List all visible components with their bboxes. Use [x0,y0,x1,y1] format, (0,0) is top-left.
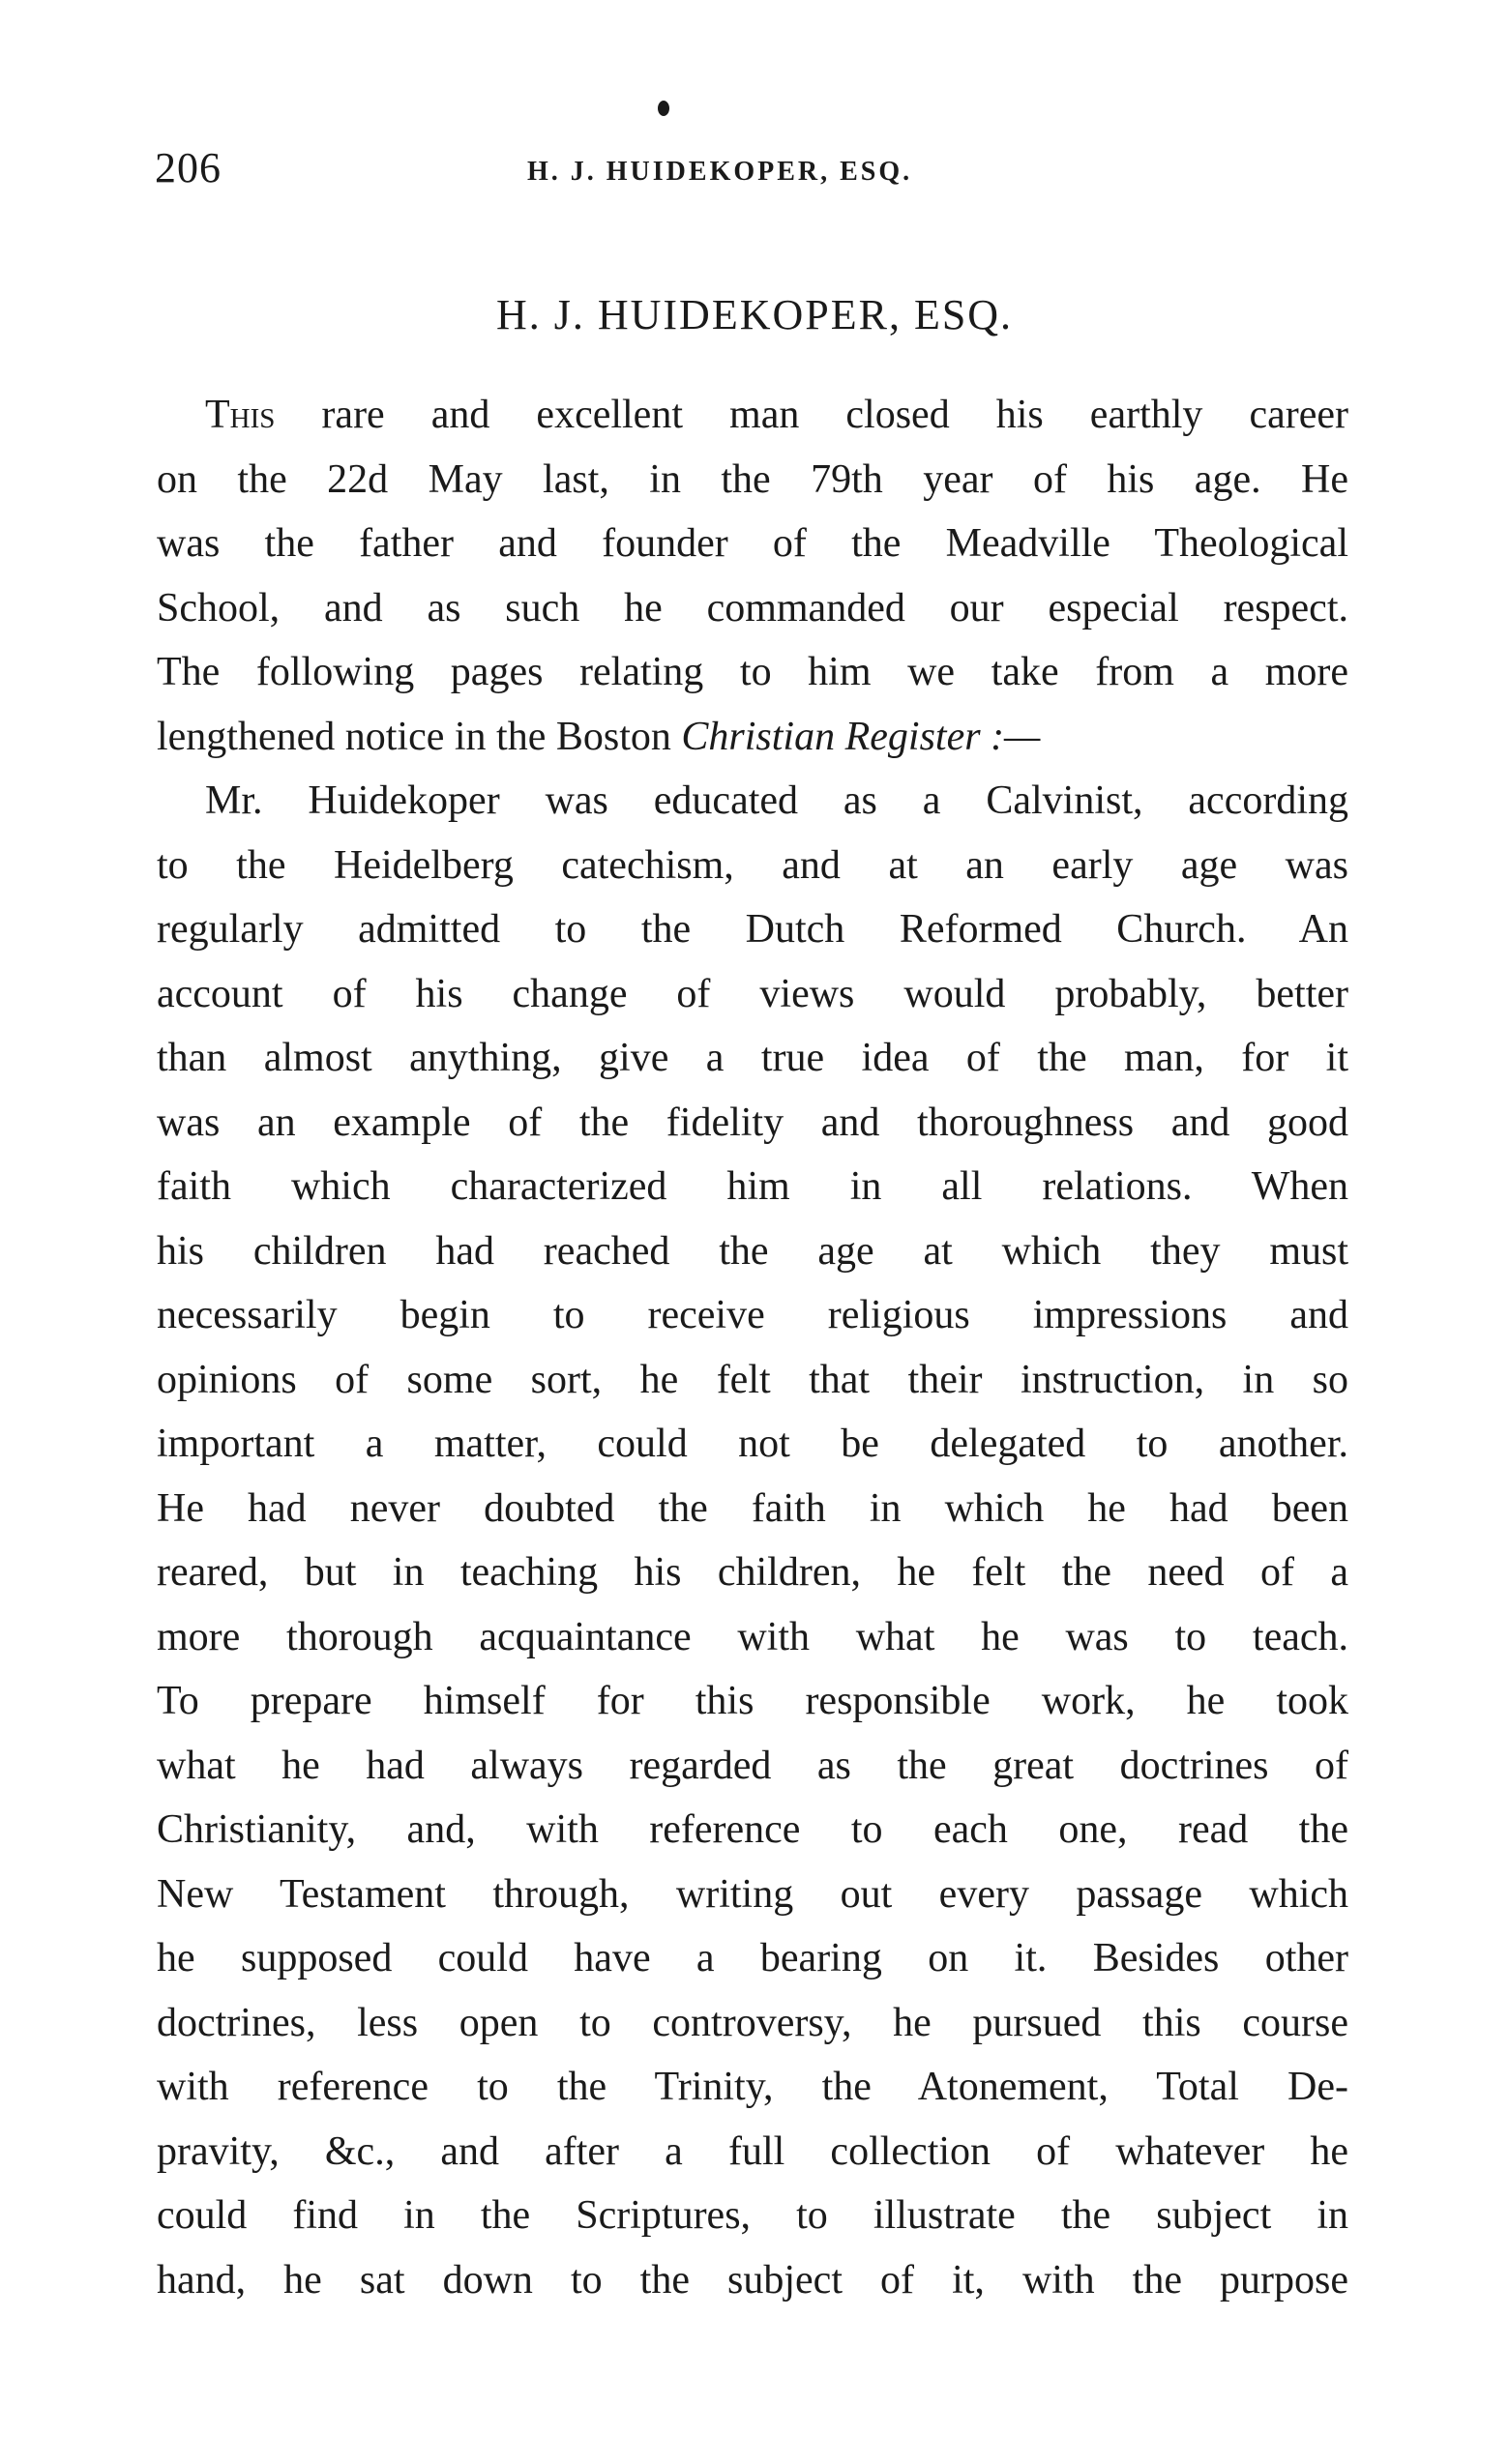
text-line: Mr. Huidekoper was educated as a Calvinist, according [205,778,1348,823]
text-line: regularly admitted to the Dutch Reformed Church. An [157,907,1348,952]
text-line: was the father and founder of the Meadville Theological [157,521,1348,566]
text-line: doctrines, less open to controversy, he pursued this course [157,2000,1348,2045]
text-line: faith which characterized him in all relations. When [157,1164,1348,1209]
text-line: reared, but in teaching his children, he felt the need of a [157,1550,1348,1595]
text-line: He had never doubted the faith in which he had been [157,1485,1348,1531]
text-line: necessarily begin to receive religious impressions and [157,1293,1348,1337]
article-title: H. J. HUIDEKOPER, ESQ. [495,291,1014,338]
text-line: on the 22d May last, in the 79th year of his age. He [157,456,1348,502]
ink-dot-mark [658,101,669,116]
running-title: H. J. HUIDEKOPER, ESQ. [527,157,913,187]
text-line: with reference to the Trinity, the Atonement, Total De- [157,2065,1348,2109]
text-line: hand, he sat down to the subject of it, with the purpose [157,2257,1348,2303]
text-line [157,705,1348,770]
small-caps-opening: This [205,393,276,437]
publication-name: Christian Register :— [681,714,1041,759]
text-line: pravity, &c., and after a full collection of whatever he [157,2128,1348,2174]
line-text: lengthened notice in the Boston [157,714,682,759]
text-line: he supposed could have a bearing on it. Besides other [157,1936,1348,1980]
text-line: his children had reached the age at which they must [157,1228,1348,1274]
text-line: New Testament through, writing out every passage which [157,1871,1348,1917]
text-line: what he had always regarded as the great doctrines of [157,1743,1348,1788]
body-text [157,383,1348,2312]
text-line: could find in the Scriptures, to illustrate the subject in [157,2193,1348,2238]
text-line: Christianity, and, with reference to each one, read the [157,1807,1348,1852]
text-line: than almost anything, give a true idea of the man, for it [157,1036,1348,1080]
text-line: was an example of the fidelity and thoroughness and good [157,1100,1348,1145]
text-line: more thorough acquaintance with what he was to teach. [157,1614,1348,1659]
running-head [155,143,1354,201]
text-line: important a matter, could not be delegated to another. [157,1422,1348,1466]
text-line [157,383,1348,448]
page-number: 206 [155,144,222,191]
text-line: account of his change of views would probably, better [157,971,1348,1016]
text-line: to the Heidelberg catechism, and at an early age was [157,842,1348,888]
text-line: School, and as such he commanded our especial respect. [157,585,1348,631]
text-line: opinions of some sort, he felt that their instruction, in so [157,1357,1348,1402]
text-line: The following pages relating to him we take from a more [157,650,1348,694]
line-text: rare and excellent man closed his earthly career [275,393,1348,437]
text-line: To prepare himself for this responsible work, he took [157,1679,1348,1723]
